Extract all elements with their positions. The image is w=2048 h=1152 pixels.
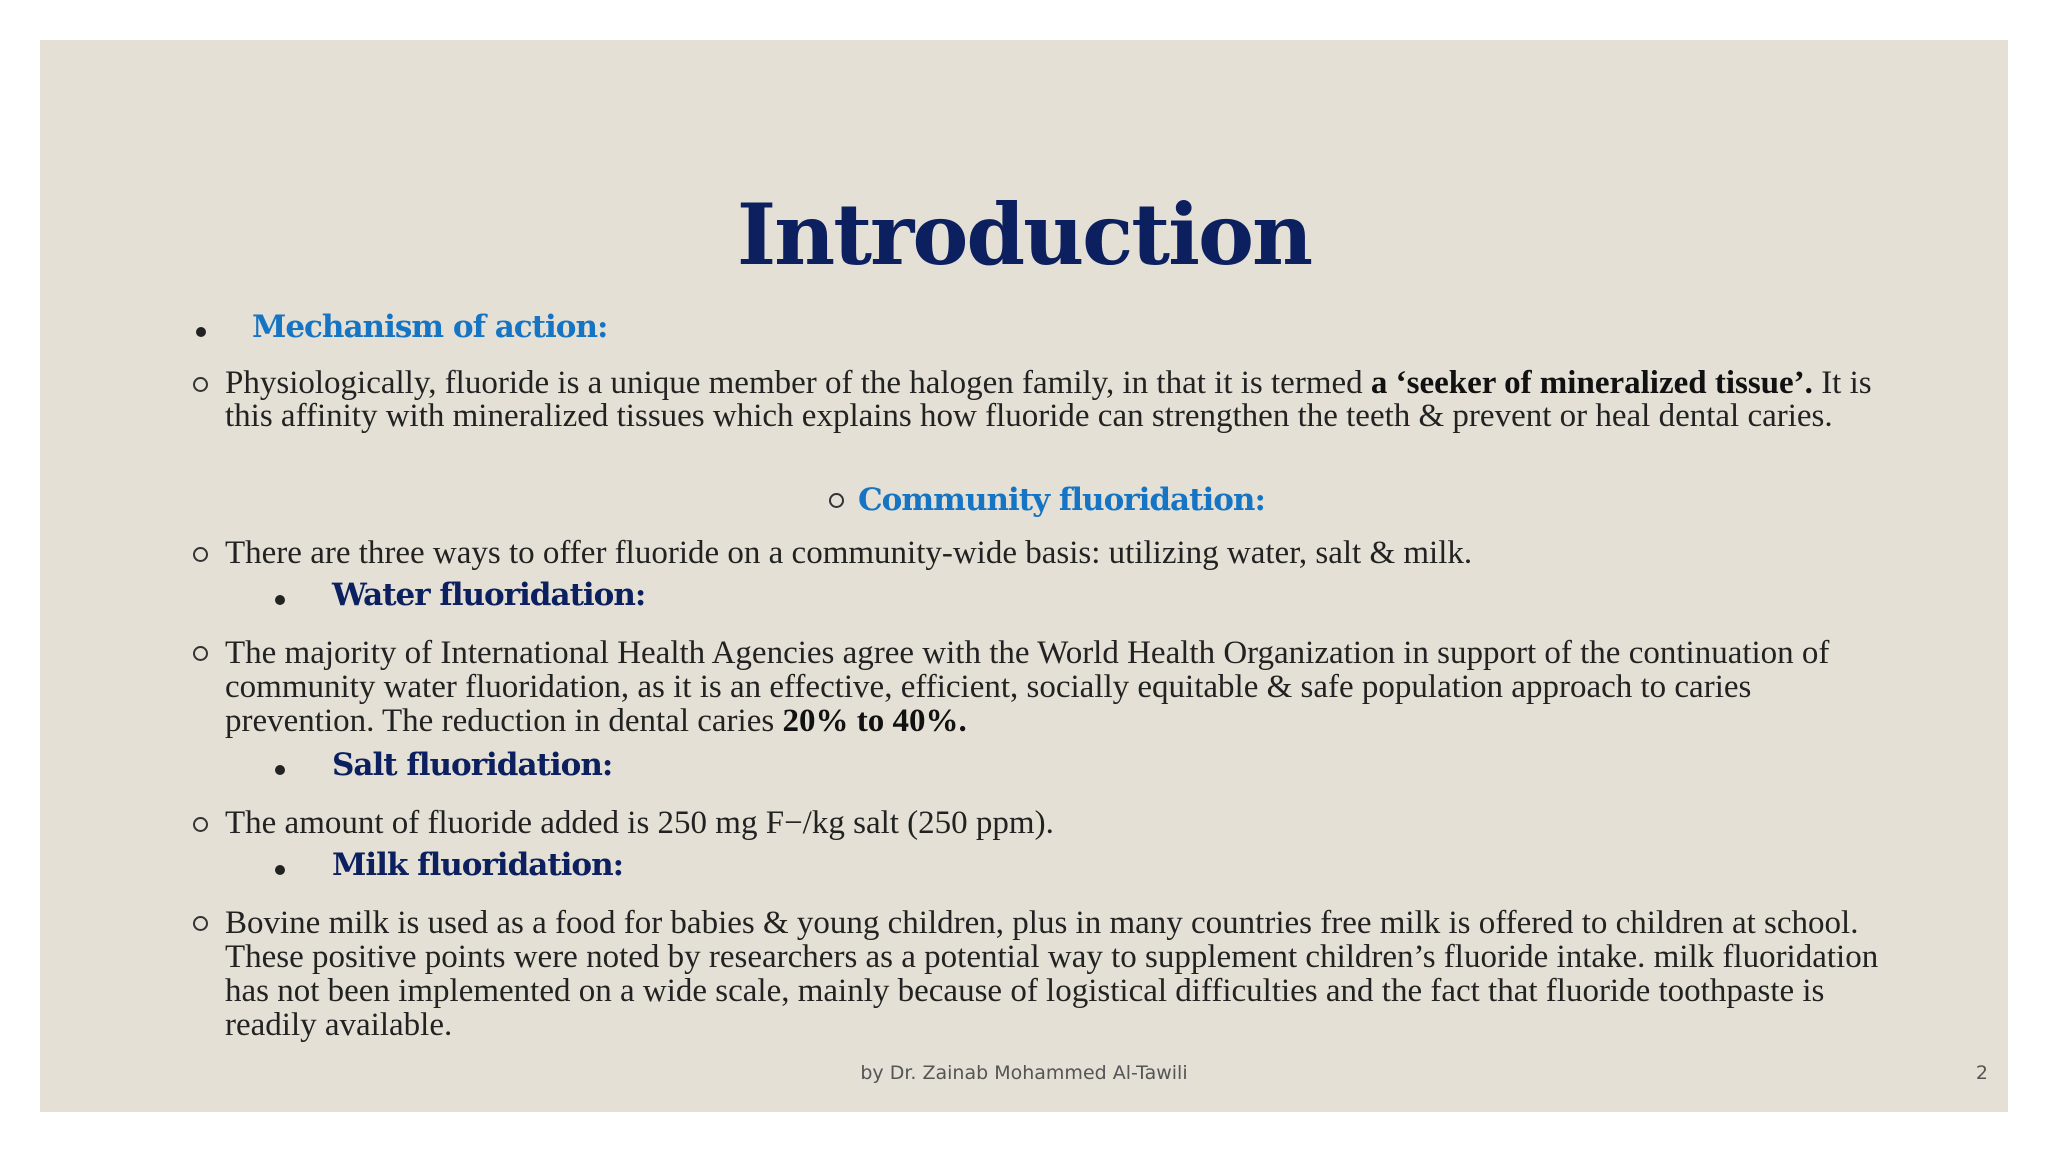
water-bold: 20% to 40%. (782, 703, 967, 739)
mechanism-text-1: Physiologically, fluoride is a unique member of the halogen family, in that it is termed (225, 365, 1371, 401)
bullet-ring (193, 377, 208, 392)
bullet-ring (193, 916, 208, 931)
salt-paragraph: The amount of fluoride added is 250 mg F−/kg salt (250 ppm). (225, 805, 1054, 841)
slide-title: Introduction (736, 185, 1312, 284)
mechanism-bold: a ‘seeker of mineralized tissue’. (1370, 365, 1813, 401)
mechanism-heading: Mechanism of action: (252, 309, 608, 345)
bullet-ring (193, 817, 208, 832)
water-text: The majority of International Health Agencies agree with the World Health Organization in support of the continuation of community water fluoridation, as it is an effective, efficient, socially equitable & safe population approach to caries prevention. The reduction in dental caries (225, 635, 1830, 739)
water-heading: Water fluoridation: (332, 577, 646, 613)
community-heading: Community fluoridation: (858, 482, 1265, 518)
salt-heading: Salt fluoridation: (332, 747, 613, 783)
slide (40, 40, 2008, 1112)
bullet-ring (193, 646, 208, 661)
bullet-dot (275, 865, 285, 875)
milk-paragraph: Bovine milk is used as a food for babies & young children, plus in many countries free milk is offered to children at school. These positive points were noted by researchers as a potential way to supplement children’s fluoride intake. milk fluoridation has not been implemented on a wide scale, mainly because of logistical difficulties and the fact that fluoride toothpaste is readily available. (225, 905, 1879, 1043)
water-paragraph (225, 636, 1895, 738)
mechanism-paragraph (225, 367, 1895, 433)
community-paragraph: There are three ways to offer fluoride on a community-wide basis: utilizing water, salt & milk. (225, 535, 1473, 571)
bullet-dot (275, 765, 285, 775)
bullet-ring (193, 547, 208, 562)
milk-heading: Milk fluoridation: (332, 847, 624, 883)
bullet-dot (275, 595, 285, 605)
mechanism-text-2: It is this affinity with mineralized tissues which explains how fluoride can strengthen the teeth & prevent or heal dental caries. (225, 365, 1872, 434)
slide-footer: by Dr. Zainab Mohammed Al-Tawili (860, 1062, 1188, 1084)
bullet-dot (196, 327, 206, 337)
page-number: 2 (1975, 1062, 1988, 1084)
bullet-ring (829, 493, 844, 508)
